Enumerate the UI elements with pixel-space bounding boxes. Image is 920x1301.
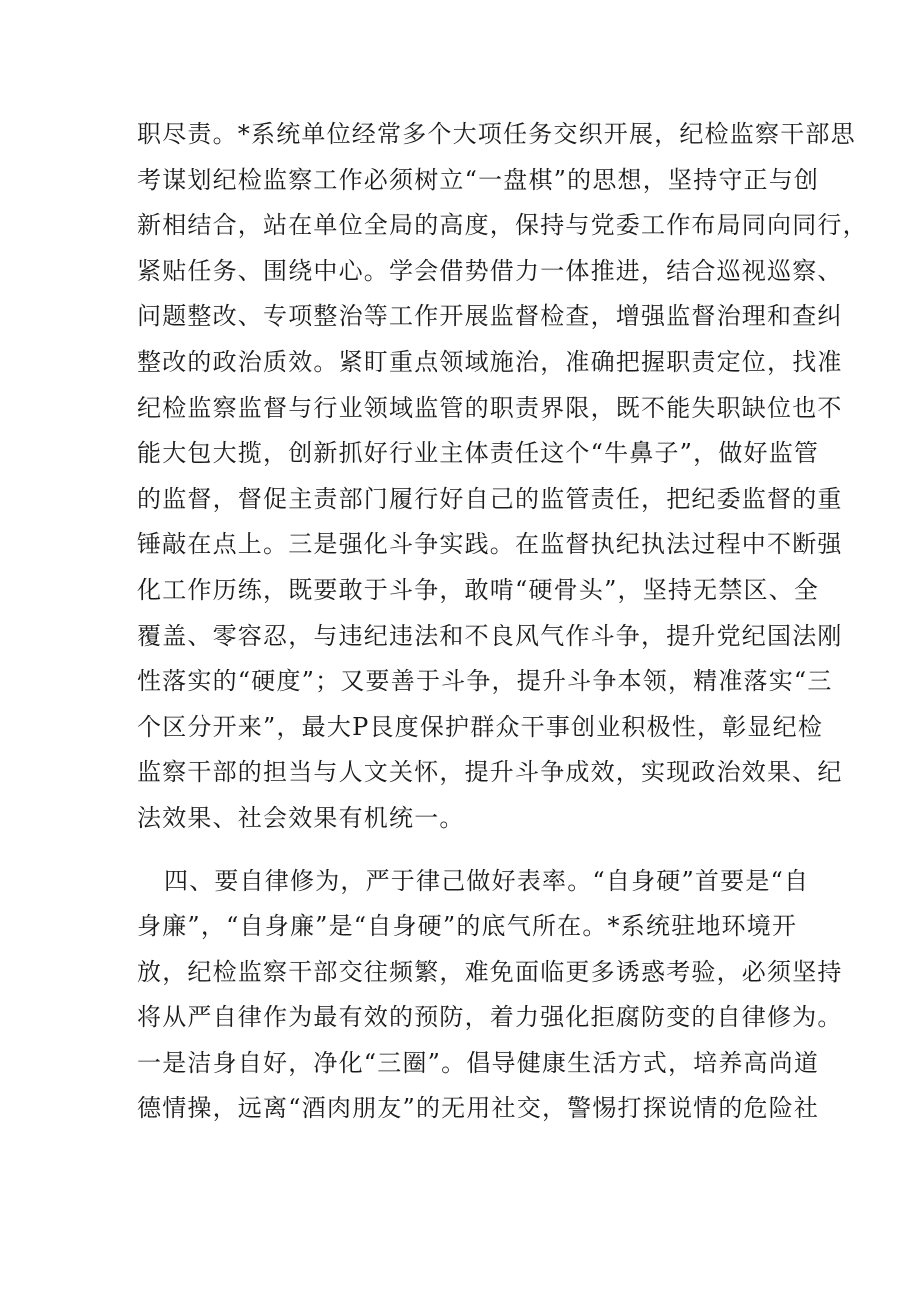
text-line: 放，纪检监察干部交往频繁，难免面临更多诱惑考验，必须坚持 (137, 957, 843, 986)
text-line: 职尽责。*系统单位经常多个大项任务交织开展，纪检监察干部思 (137, 120, 856, 148)
text-line: 个区分开来”，最大P艮度保护群众干事创业积极性，彰显纪检 (137, 712, 824, 741)
text-line: 能大包大揽，创新抓好行业主体责任这个“牛鼻子”，做好监管 (137, 439, 820, 468)
text-line: 新相结合，站在单位全局的高度，保持与党委工作布局同向同行， (137, 211, 868, 240)
text-line: 将从严自律作为最有效的预防，着力强化拒腐防变的自律修为。 (137, 1003, 843, 1032)
text-line: 德情操，远离“酒肉朋友”的无用社交，警惕打探说情的危险社 (137, 1094, 820, 1123)
text-line: 法效果、社会效果有机统一。 (137, 803, 465, 832)
text-line: 纪检监察监督与行业领域监管的职责界限，既不能失职缺位也不 (137, 393, 843, 422)
text-line: 性落实的“硬度”；又要善于斗争，提升斗争本领，精准落实“三 (137, 667, 833, 696)
text-line: 问题整改、专项整治等工作开展监督检查，增强监督治理和查纠 (137, 302, 843, 331)
text-line: 化工作历练，既要敢于斗争，敢啃“硬骨头”，坚持无禁区、全 (137, 575, 820, 604)
text-line: 紧贴任务、围绕中心。学会借势借力一体推进，结合巡视巡察、 (137, 256, 843, 285)
text-line: 的监督，督促主责部门履行好自己的监管责任，把纪委监督的重 (137, 484, 843, 513)
text-line: 监察干部的担当与人文关怀，提升斗争成效，实现政治效果、纪 (137, 758, 843, 787)
text-line: 整改的政治质效。紧盯重点领域施治，准确把握职责定位，找准 (137, 347, 843, 376)
text-line: 身廉”，“自身廉”是“自身硬”的底气所在。*系统驻地环境开 (137, 912, 798, 941)
text-line: 一是洁身自好，净化“三圈”。倡导健康生活方式，培养高尚道 (137, 1048, 820, 1077)
text-line: 锤敲在点上。三是强化斗争实践。在监督执纪执法过程中不断强 (137, 530, 843, 559)
text-line: 考谋划纪检监察工作必须树立“一盘棋”的思想，坚持守正与创 (137, 165, 820, 194)
paragraph-start-line: 四、要自律修为，严于律己做好表率。“自身硬”首要是“自 (164, 866, 810, 895)
body-text (137, 112, 868, 1132)
text-line: 覆盖、零容忍，与违纪违法和不良风气作斗争，提升党纪国法刚 (137, 621, 843, 650)
